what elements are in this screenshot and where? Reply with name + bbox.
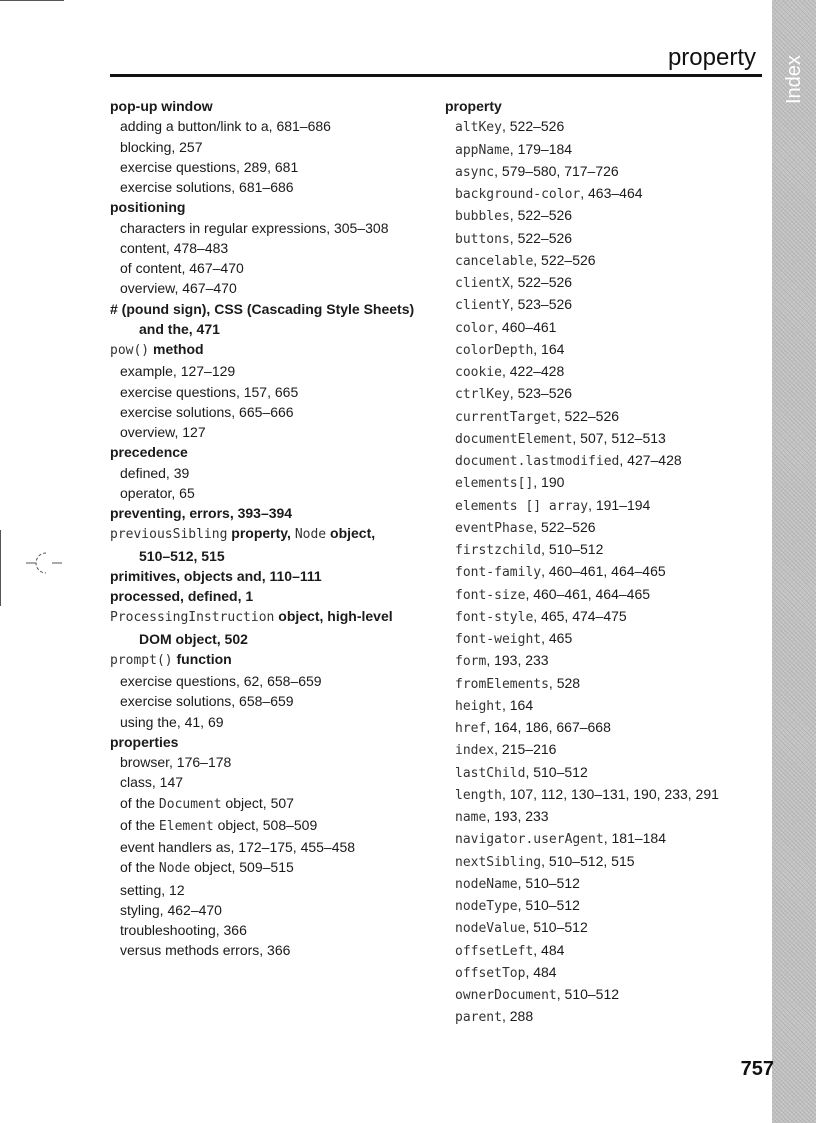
entry-code: elements [] array [455, 498, 589, 514]
index-sub-entry [445, 784, 745, 806]
index-sub-entry [445, 806, 745, 828]
index-sub-entry: styling, 462–470 [120, 901, 222, 918]
entry-text: , 164 [533, 340, 565, 357]
entry-text: , 190 [533, 474, 565, 491]
entry-code: form [455, 654, 487, 670]
index-sub-entry [445, 339, 745, 361]
entry-text: , 510–512 [517, 897, 580, 913]
entry-text: , 522–526 [501, 118, 565, 135]
entry-code: pow() [110, 343, 150, 358]
index-sub-entry [445, 739, 745, 761]
index-sub-entry [110, 793, 440, 815]
index-sub-entry [445, 917, 745, 939]
index-sub-entry: exercise solutions, 665–666 [120, 403, 294, 420]
entry-text: , 460–461, 464–465 [541, 563, 666, 580]
index-sub-entry [445, 294, 745, 316]
entry-code: color [455, 320, 495, 336]
index-main-entry: positioning [110, 199, 186, 216]
entry-text: , 164, 186, 667–668 [486, 719, 611, 735]
index-sub-entry [445, 116, 745, 138]
entry-text: , 523–526 [509, 296, 573, 313]
entry-text: , 460–461 [494, 318, 557, 335]
index-main-entry: properties [110, 733, 179, 750]
entry-code: appName [455, 142, 510, 158]
index-sub-entry [445, 472, 745, 494]
entry-code: nodeValue [455, 921, 526, 937]
entry-code: clientX [455, 276, 510, 291]
entry-text: , 427–428 [619, 452, 682, 468]
index-sub-entry: browser, 176–178 [120, 754, 232, 770]
index-sub-entry: event handlers as, 172–175, 455–458 [120, 839, 356, 855]
index-sub-entry [445, 717, 745, 739]
index-sub-entry [445, 183, 745, 205]
entry-code: nextSibling [455, 854, 542, 870]
index-sub-entry: exercise solutions, 658–659 [120, 693, 294, 710]
index-sub-entry [445, 317, 745, 339]
index-sub-entry [110, 857, 440, 879]
entry-code: prompt() [110, 652, 173, 668]
entry-text: , 522–526 [509, 207, 573, 224]
entry-code: height [455, 698, 502, 714]
index-main-entry [110, 523, 440, 545]
index-sub-entry [445, 984, 745, 1006]
index-main-entry-continuation: and the, 471 [139, 320, 220, 337]
entry-text: , 181–184 [603, 830, 667, 847]
index-sub-entry [445, 361, 745, 383]
entry-text: method [149, 341, 204, 357]
index-sub-entry [445, 250, 745, 272]
index-sub-entry [445, 561, 745, 583]
entry-code: altKey [455, 120, 502, 136]
index-sub-entry [445, 205, 745, 227]
entry-code: name [455, 810, 487, 825]
entry-code: font-style [455, 609, 534, 625]
entry-code: font-size [455, 587, 526, 603]
index-sub-entry [445, 450, 745, 472]
index-main-entry [110, 649, 440, 671]
entry-text: object, 507 [221, 794, 294, 811]
entry-text: , 193, 233 [486, 652, 549, 669]
entry-code: clientY [455, 298, 510, 314]
index-sub-entry: exercise questions, 62, 658–659 [120, 673, 322, 689]
index-main-entry: primitives, objects and, 110–111 [110, 567, 322, 584]
entry-code: background-color [455, 187, 581, 202]
entry-code: eventPhase [455, 520, 534, 536]
index-sub-entry: setting, 12 [120, 881, 185, 898]
entry-text: , 522–526 [509, 229, 573, 246]
entry-text: of the [120, 816, 159, 833]
entry-code: elements[] [455, 476, 534, 492]
entry-code: cookie [455, 365, 502, 380]
index-sub-entry: troubleshooting, 366 [120, 922, 247, 938]
page-number: 757 [740, 1058, 774, 1080]
index-sub-entry [445, 606, 745, 628]
entry-text: , 484 [533, 941, 565, 958]
entry-text: , 510–512 [525, 919, 588, 936]
entry-text: object, 509–515 [190, 859, 294, 876]
header-rule [110, 74, 762, 77]
entry-code: cancelable [455, 253, 534, 269]
crop-mark-line [0, 0, 64, 1]
entry-text: object, high-level [274, 608, 393, 625]
entry-text: , 510–512 [525, 763, 588, 780]
entry-text: , 510–512 [517, 874, 580, 891]
entry-text: , 507, 512–513 [572, 429, 666, 446]
entry-text: , 288 [501, 1008, 534, 1025]
index-sub-entry [445, 873, 745, 895]
index-sub-entry [445, 584, 745, 606]
index-sub-entry: exercise questions, 157, 665 [120, 383, 299, 400]
entry-code: parent [455, 1010, 502, 1026]
entry-code: Node [294, 527, 327, 543]
entry-code: firstzchild [455, 543, 542, 558]
entry-code: font-weight [455, 632, 542, 647]
entry-text: , 523–526 [509, 385, 573, 402]
entry-code: offsetLeft [455, 943, 534, 959]
index-sub-entry: overview, 127 [120, 424, 206, 440]
entry-text: , 510–512, 515 [541, 852, 635, 869]
index-column-left [110, 96, 440, 961]
index-sub-entry [445, 895, 745, 917]
index-main-entry: # (pound sign), CSS (Cascading Style Sheets) [110, 300, 415, 317]
entry-code: offsetTop [455, 965, 526, 981]
entry-text: , 522–526 [533, 518, 596, 535]
entry-code: bubbles [455, 209, 510, 225]
entry-code: nodeName [455, 876, 518, 892]
index-sub-entry [445, 428, 745, 450]
index-sub-entry: class, 147 [120, 774, 184, 791]
index-sub-entry: versus methods errors, 366 [120, 942, 291, 959]
entry-code: Element [158, 818, 214, 834]
entry-text: object, [326, 525, 376, 542]
entry-code: nodeType [455, 899, 518, 914]
index-sub-entry [110, 815, 440, 837]
index-sub-entry [445, 539, 745, 561]
index-sub-entry [445, 628, 745, 650]
index-sub-entry: blocking, 257 [120, 138, 203, 155]
index-sub-entry: of content, 467–470 [120, 260, 244, 276]
entry-code: href [455, 721, 487, 736]
index-sub-entry [445, 673, 745, 695]
index-sub-entry [445, 762, 745, 784]
entry-text: of the [120, 794, 159, 811]
entry-code: document.lastmodified [455, 454, 620, 469]
registration-line [0, 530, 1, 606]
entry-code: font-family [455, 565, 542, 581]
entry-text: , 107, 112, 130–131, 190, 233, 291 [501, 785, 719, 802]
index-column-right [445, 96, 745, 1029]
entry-code: async [455, 164, 495, 180]
index-sub-entry: characters in regular expressions, 305–308 [120, 219, 389, 236]
entry-text: of the [120, 859, 159, 876]
entry-text: , 164 [501, 696, 534, 713]
entry-code: previousSibling [110, 527, 228, 543]
index-main-entry: processed, defined, 1 [110, 588, 254, 604]
index-sub-entry [445, 851, 745, 873]
index-main-entry [110, 606, 440, 628]
index-sub-entry: adding a button/link to a, 681–686 [120, 118, 331, 135]
index-main-entry [110, 339, 440, 361]
index-sub-entry [445, 1006, 745, 1028]
index-sub-entry [445, 139, 745, 161]
index-sub-entry [445, 517, 745, 539]
index-sub-entry [445, 228, 745, 250]
entry-text: , 484 [525, 963, 557, 980]
entry-code: length [455, 787, 502, 803]
entry-code: Node [158, 861, 191, 877]
index-sub-entry [445, 272, 745, 294]
registration-mark-icon [26, 548, 62, 578]
entry-text: function [172, 650, 232, 667]
index-sub-entry [445, 495, 745, 517]
entry-code: colorDepth [455, 342, 534, 358]
index-sub-entry [445, 406, 745, 428]
entry-text: , 528 [548, 674, 581, 691]
index-sub-entry: operator, 65 [120, 484, 195, 501]
entry-text: , 460–461, 464–465 [525, 585, 651, 602]
index-main-entry-continuation: DOM object, 502 [139, 630, 248, 647]
entry-code: currentTarget [455, 409, 557, 425]
index-sub-entry: exercise questions, 289, 681 [120, 158, 299, 175]
entry-text: object, 508–509 [213, 816, 318, 833]
entry-code: documentElement [455, 431, 573, 447]
index-main-entry: property [445, 98, 502, 114]
entry-text: , 510–512 [541, 541, 604, 557]
index-sub-entry: overview, 467–470 [120, 280, 237, 297]
entry-code: buttons [455, 231, 510, 247]
entry-text: , 422–428 [501, 363, 565, 379]
entry-text: , 522–526 [509, 274, 573, 290]
entry-code: ctrlKey [455, 387, 510, 403]
index-sub-entry [445, 962, 745, 984]
index-sub-entry [445, 383, 745, 405]
running-head: property [667, 44, 756, 71]
index-main-entry: pop-up window [110, 98, 213, 114]
index-sub-entry: defined, 39 [120, 464, 190, 481]
index-main-entry: precedence [110, 444, 188, 461]
entry-text: , 191–194 [588, 496, 651, 513]
index-sub-entry: exercise solutions, 681–686 [120, 179, 294, 195]
entry-text: , 510–512 [556, 986, 620, 1002]
entry-code: lastChild [455, 765, 526, 781]
entry-text: , 463–464 [580, 185, 643, 201]
entry-text: , 215–216 [494, 741, 557, 758]
entry-code: Document [158, 796, 222, 812]
entry-text: , 465 [541, 630, 573, 646]
entry-code: ProcessingInstruction [110, 610, 275, 626]
entry-text: , 522–526 [556, 407, 620, 424]
entry-text: , 579–580, 717–726 [494, 162, 619, 179]
entry-text: , 193, 233 [486, 808, 549, 824]
index-sub-entry [445, 828, 745, 850]
index-sub-entry: example, 127–129 [120, 363, 236, 380]
entry-text: , 522–526 [533, 251, 596, 268]
index-main-entry-continuation: 510–512, 515 [139, 547, 225, 564]
index-side-tab [772, 0, 816, 1123]
side-tab-label: Index [783, 55, 805, 105]
entry-text: , 179–184 [509, 140, 573, 157]
index-sub-entry [445, 161, 745, 183]
index-sub-entry [445, 695, 745, 717]
entry-code: navigator.userAgent [455, 832, 604, 848]
entry-code: index [455, 743, 495, 759]
index-main-entry: preventing, errors, 393–394 [110, 505, 293, 521]
entry-code: fromElements [455, 676, 549, 692]
index-sub-entry: using the, 41, 69 [120, 713, 224, 730]
index-sub-entry [445, 650, 745, 672]
entry-text: , 465, 474–475 [533, 607, 627, 624]
index-sub-entry: content, 478–483 [120, 239, 229, 256]
entry-text: property, [227, 525, 295, 542]
index-sub-entry [445, 940, 745, 962]
entry-code: ownerDocument [455, 988, 557, 1003]
